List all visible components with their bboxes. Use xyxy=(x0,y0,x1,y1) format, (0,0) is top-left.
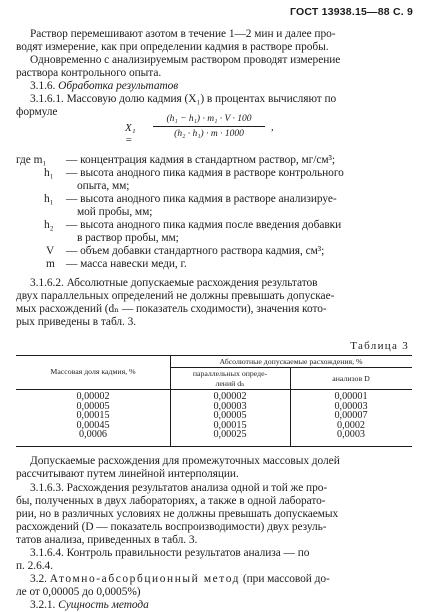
paragraph-line: рых приведены в табл. 3. xyxy=(16,316,137,328)
paragraph-line: татов анализа, приведенных в табл. 3. xyxy=(16,534,198,546)
table-cell: 0,00015 xyxy=(76,410,110,422)
paragraph-line: рассчитывают путем линейной интерполяции. xyxy=(16,468,239,480)
definition-row xyxy=(44,219,342,232)
table-header-group: Абсолютные допускаемые расхождения, % xyxy=(219,357,363,366)
table-cell: 0,00005 xyxy=(76,400,110,412)
body-line: раствора контрольного опыта. xyxy=(16,67,162,79)
section-title-rest: (при массовой до- xyxy=(240,573,330,585)
definition-text: — масса навески меди, г. xyxy=(66,258,187,270)
definition-symbol: h₁ xyxy=(44,193,54,205)
table-cell: 0,00015 xyxy=(213,419,247,431)
paragraph-line: формуле xyxy=(16,106,58,118)
table-column-3 xyxy=(290,392,412,440)
section-number: 3.2. xyxy=(30,573,47,585)
table-cell: 0,00045 xyxy=(76,419,110,431)
table-column-2 xyxy=(170,392,290,440)
definition-text: — концентрация кадмия в стандартном раствор, мг/см³; xyxy=(66,154,335,166)
definition-text: мой пробы, мм; xyxy=(77,206,153,218)
table-caption: Таблица 3 xyxy=(350,340,409,352)
table-cell: 0,0006 xyxy=(78,429,107,441)
paragraph-line: 3.1.6.1. Массовую долю кадмия (X₁) в процентах вычисляют по xyxy=(30,93,337,105)
paragraph-line: ле от 0,00005 до 0,0005%) xyxy=(16,586,141,598)
section-heading xyxy=(30,599,149,612)
paragraph-line: рии, но в различных условиях не должны превышать допускаемых xyxy=(16,508,339,520)
body-line: водят измерение, как при определении кадмия в растворе пробы. xyxy=(16,41,329,53)
formula-numerator: (h₁ − h₁) · m₁ · V · 100 xyxy=(166,114,252,124)
body-line: Раствор перемешивают азотом в течение 1—2 мин и далее про- xyxy=(30,28,336,40)
formula-comma: , xyxy=(271,121,274,133)
definition-text: — объем добавки стандартного раствора кадмия, см³; xyxy=(66,245,325,257)
table-cell: 0,00003 xyxy=(213,400,247,412)
paragraph-line: Допускаемые расхождения для промежуточных массовых долей xyxy=(30,455,340,467)
table-rule xyxy=(170,367,412,368)
definition-text: в раствор пробы, мм; xyxy=(77,232,179,244)
table-cell: 0,00005 xyxy=(213,410,247,422)
paragraph-line: п. 2.6.4. xyxy=(16,560,53,572)
table-header-col3: анализов D xyxy=(332,374,370,383)
section-title: Атомно-абсорбционный метод xyxy=(49,573,241,585)
table-header-col2-line1: параллельных опреде- xyxy=(192,369,268,378)
paragraph-line: двух параллельных определений не должны превышать допускае- xyxy=(16,290,335,302)
paragraph-line: расхождений (D — показатель воспроизводимости) двух резуль- xyxy=(16,521,327,533)
section-title: Обработка результатов xyxy=(58,80,179,92)
section-number: 3.1.6. xyxy=(30,80,56,92)
table-cell: 0,0003 xyxy=(336,429,365,441)
paragraph-line: 3.1.6.3. Расхождения результатов анализа одной и той же про- xyxy=(30,482,328,494)
definition-text: — высота анодного пика кадмия после введения добавки xyxy=(66,219,342,231)
table-cell: 0,00003 xyxy=(334,400,368,412)
formula-denominator: (h₂ · h₁) · m · 1000 xyxy=(174,129,244,139)
paragraph-line: 3.1.6.2. Абсолютные допускаемые расхождения результатов xyxy=(30,277,318,289)
body-line: Одновременно с анализируемым раствором проводят измерение xyxy=(30,54,341,66)
definition-row xyxy=(44,167,344,180)
page-header: ГОСТ 13938.15—88 С. 9 xyxy=(290,6,413,18)
paragraph-text: Контроль правильности результатов анализа — по xyxy=(66,547,310,559)
table-header-col2 xyxy=(170,369,290,389)
table-cell: 0,00025 xyxy=(213,429,247,441)
table-cell: 0,00007 xyxy=(334,410,368,422)
section-heading xyxy=(30,573,330,586)
section-number: 3.2.1. xyxy=(30,599,56,611)
table-cell: 0,00002 xyxy=(213,391,247,402)
section-heading xyxy=(30,80,178,93)
definition-symbol: h₂ xyxy=(44,219,54,231)
table-cell: 0,0002 xyxy=(336,419,365,431)
definition-symbol: m xyxy=(46,258,55,270)
table-rule xyxy=(16,355,412,356)
table-cell: 0,00001 xyxy=(334,391,368,402)
table-rule xyxy=(16,389,412,390)
formula-fraction xyxy=(153,113,265,140)
formula-lhs: X₁ = xyxy=(125,122,136,146)
paragraph-line: мых расхождений (dₙ — показатель сходимости), значения кото- xyxy=(16,303,327,315)
table-header-col1: Массовая доля кадмия, % xyxy=(50,367,136,376)
paragraph-line xyxy=(30,547,309,560)
definition-text: — высота анодного пика кадмия в растворе анализируе- xyxy=(66,193,337,205)
definition-row xyxy=(44,193,337,206)
definition-symbol: V xyxy=(46,245,55,257)
paragraph-line: бы, полученных в двух лабораториях, а также в одной лаборато- xyxy=(16,495,326,507)
definition-text: опыта, мм; xyxy=(77,180,130,192)
section-title: Сущность метода xyxy=(58,599,149,611)
paragraph-number: 3.1.6.4. xyxy=(30,547,64,559)
definition-symbol: где m₁ xyxy=(16,154,47,166)
definition-row xyxy=(46,245,325,258)
table-cell: 0,00002 xyxy=(76,391,110,402)
data-table xyxy=(16,355,412,447)
fraction-bar xyxy=(153,126,265,127)
table-column-1 xyxy=(16,392,170,440)
definition-symbol: h₁ xyxy=(44,167,54,179)
definition-row xyxy=(16,154,335,167)
definition-text: — высота анодного пика кадмия в растворе контрольного xyxy=(66,167,344,179)
table-rule xyxy=(16,446,412,447)
table-header-col2-line2: лений dₙ xyxy=(215,379,245,388)
definition-row xyxy=(46,258,187,271)
